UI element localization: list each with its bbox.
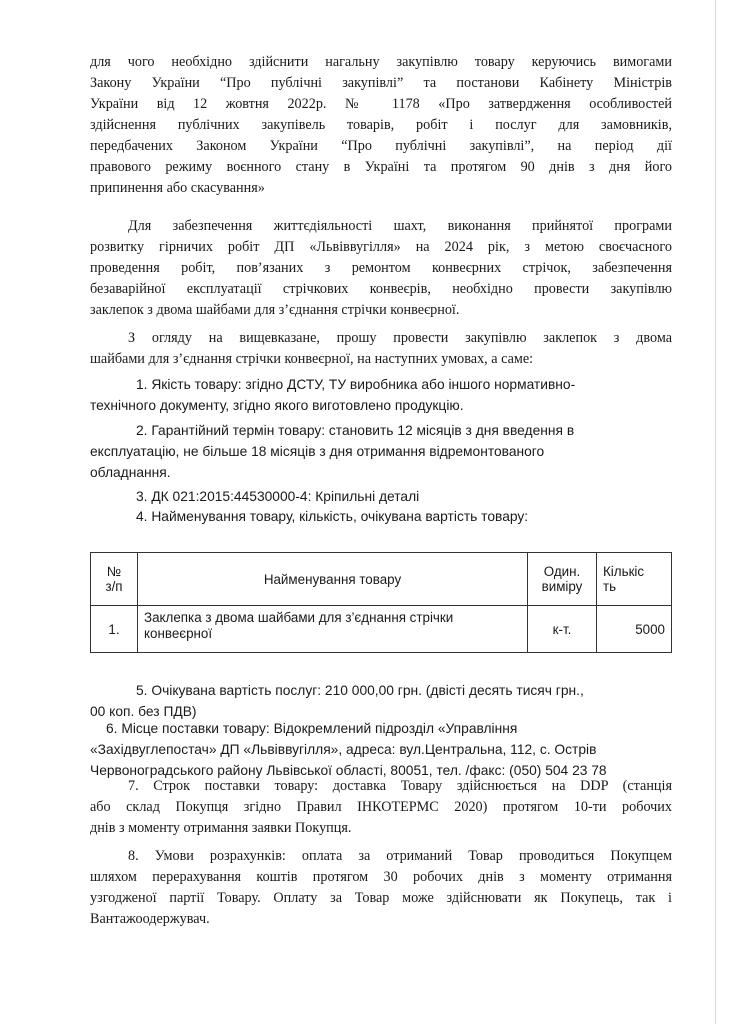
header-unit: [528, 553, 597, 606]
intro-line: передбачених Законом України “Про публічні закупівлі”, на період дії: [90, 138, 672, 154]
item-delivery-place-line: «Західвуглепостач» ДП «Львіввугілля», адреса: вул.Центральна, 112, с. Острів: [90, 742, 597, 757]
item-delivery-place-line: 6. Місце поставки товару: Відокремлений підрозділ «Управління: [106, 721, 518, 736]
item-payment-terms-line: 8. Умови розрахунків: оплата за отриманий Товар проводиться Покупцем: [128, 848, 672, 864]
item-warranty-line: експлуатацію, не більше 18 місяців з дня отримання відремонтованого: [90, 444, 545, 459]
item-delivery-term-line: 7. Строк поставки товару: доставка Товару здійснюється на DDP (станція: [128, 778, 672, 794]
item-payment-terms: [90, 846, 672, 930]
request-line: шайбами для з’єднання стрічки конвеєрної, на наступних умовах, а саме:: [90, 351, 534, 367]
item-delivery-term-line: або склад Покупця згідно Правил ІНКОТЕРМС 2020) протягом 10-ти робочих: [90, 799, 672, 815]
header-number-line: №: [106, 564, 122, 579]
item-dk-code-line: 3. ДК 021:2015:44530000-4: Кріпильні деталі: [136, 489, 420, 504]
purpose-line: розвитку гірничих робіт ДП «Львіввугілля» на 2024 рік, з метою своєчасного: [90, 239, 672, 255]
item-goods-heading-line: 4. Найменування товару, кількість, очікувана вартість товару:: [136, 509, 529, 524]
item-quality: [90, 374, 672, 416]
item-expected-cost-line: 5. Очікувана вартість послуг: 210 000,00 грн. (двісті десять тисяч грн.,: [136, 683, 584, 698]
header-name: Найменування товару: [138, 553, 528, 606]
item-expected-cost: [90, 680, 672, 722]
header-number: [91, 553, 138, 606]
item-delivery-term: [90, 776, 672, 839]
cell-name: Заклепка з двома шайбами для з’єднання стрічки конвеєрної: [138, 606, 528, 653]
purpose-line: Для забезпечення життєдіяльності шахт, виконання прийнятої програми: [128, 218, 672, 234]
item-delivery-place: [90, 718, 672, 781]
table-header-row: [91, 553, 672, 606]
header-unit-line: виміру: [541, 579, 583, 594]
item-quality-line: технічного документу, згідно якого виготовлено продукцію.: [90, 398, 464, 413]
intro-line: припинення або скасування»: [90, 180, 265, 196]
header-quantity-line: ть: [603, 579, 617, 594]
cell-number: 1.: [91, 606, 138, 653]
item-payment-terms-line: Вантажоодержувач.: [90, 911, 210, 927]
header-number-line: з/п: [105, 579, 123, 594]
item-warranty-line: 2. Гарантійний термін товару: становить 12 місяців з дня введення в: [136, 423, 575, 438]
request-line: З огляду на вищевказане, прошу провести закупівлю заклепок з двома: [128, 330, 672, 346]
header-quantity-line: Кількіс: [603, 564, 645, 579]
header-quantity: [597, 553, 672, 606]
cell-quantity: 5000: [597, 606, 672, 653]
purpose-line: проведення робіт, пов’язаних з ремонтом конвеєрних стрічок, забезпечення: [90, 260, 672, 276]
item-warranty: [90, 420, 672, 483]
item-delivery-place-line: Червоноградського району Львівської області, 80051, тел. /факс: (050) 504 23 78: [90, 763, 607, 778]
table-row: [91, 606, 672, 653]
item-warranty-line: обладнання.: [90, 465, 171, 480]
goods-table: [90, 552, 672, 653]
intro-paragraph: [90, 52, 672, 199]
item-quality-line: 1. Якість товару: згідно ДСТУ, ТУ виробника або іншого нормативно-: [136, 377, 576, 392]
cell-unit: к-т.: [528, 606, 597, 653]
item-expected-cost-line: 00 коп. без ПДВ): [90, 704, 197, 719]
header-unit-line: Один.: [543, 564, 581, 579]
item-dk-code: [90, 486, 672, 507]
purpose-line: заклепок з двома шайбами для з’єднання стрічки конвеєрної.: [90, 302, 460, 318]
item-delivery-term-line: днів з моменту отримання заявки Покупця.: [90, 820, 352, 836]
item-goods-heading: [90, 506, 672, 527]
purpose-line: безаварійної експлуатації стрічкових конвеєрів, необхідно провести закупівлю: [90, 281, 672, 297]
intro-line: Закону України “Про публічні закупівлі” та постанови Кабінету Міністрів: [90, 75, 672, 91]
request-paragraph: [90, 328, 672, 370]
scan-edge-line: [715, 0, 716, 1024]
intro-line: здійснення публічних закупівель товарів, робіт і послуг для замовників,: [90, 117, 672, 133]
intro-line: правового режиму воєнного стану в Україні та протягом 90 днів з дня його: [90, 159, 672, 175]
intro-line: для чого необхідно здійснити нагальну закупівлю товару керуючись вимогами: [90, 54, 672, 70]
purpose-paragraph: [90, 216, 672, 321]
item-payment-terms-line: шляхом перерахування коштів протягом 30 робочих днів з моменту отримання: [90, 869, 672, 885]
intro-line: України від 12 жовтня 2022р. № 1178 «Про затвердження особливостей: [90, 96, 672, 112]
item-payment-terms-line: узгодженої партії Товару. Оплату за Товар може здійснювати як Покупець, так і: [90, 890, 672, 906]
